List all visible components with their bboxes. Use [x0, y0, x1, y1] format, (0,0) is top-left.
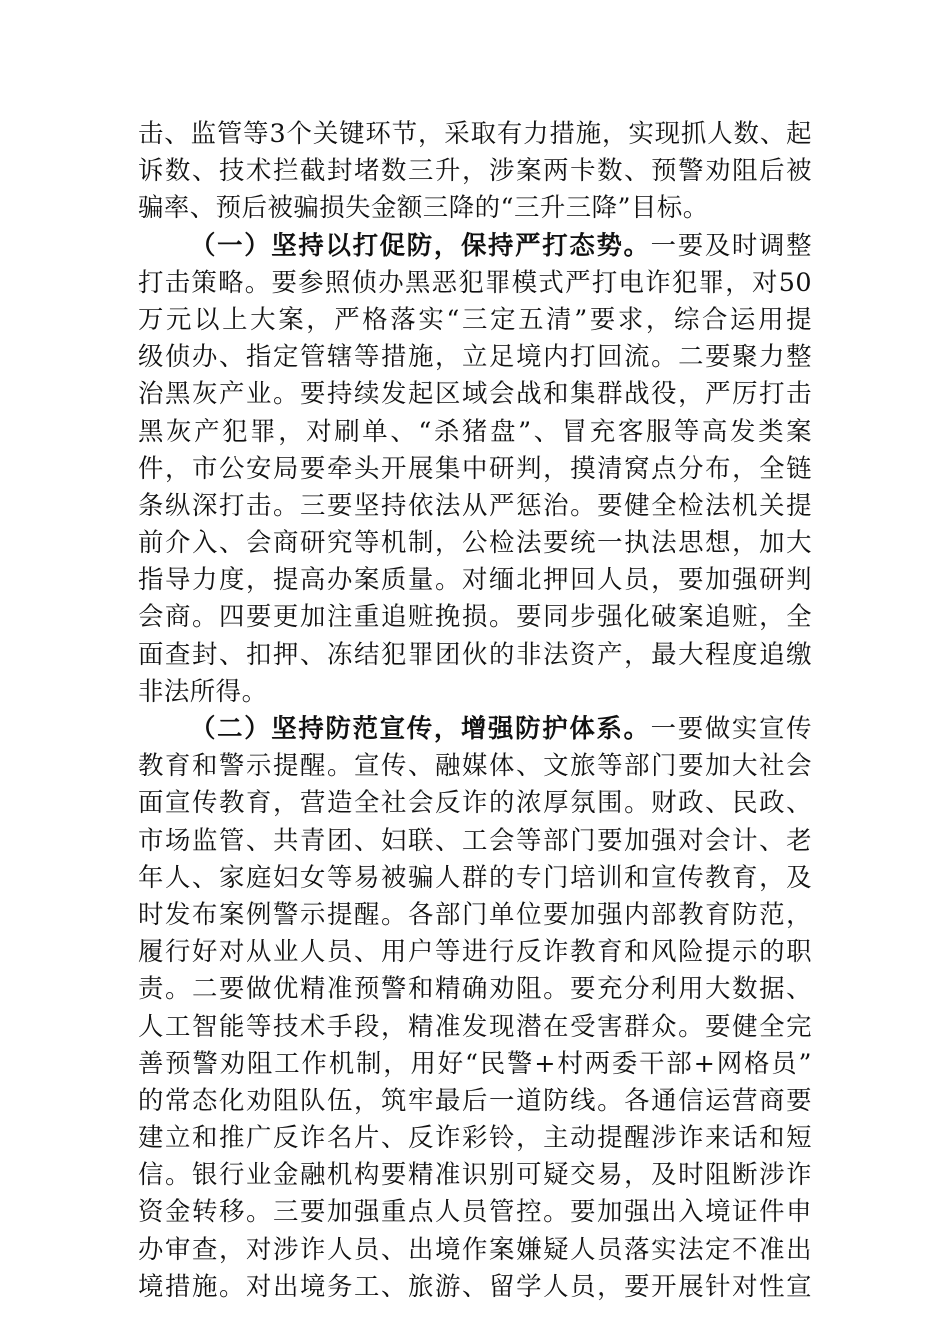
text-line	[138, 1045, 812, 1082]
text-line	[138, 524, 812, 561]
text-line	[138, 487, 812, 524]
body-text: 年人、家庭妇女等易被骗人群的专门培训和宣传教育，及	[138, 861, 812, 892]
body-text: 条纵深打击。三要坚持依法从严惩治。要健全检法机关提	[138, 489, 812, 520]
body-text: 黑灰产犯罪，对刷单、“杀猪盘”、冒充客服等高发类案	[138, 415, 812, 446]
body-text: 教育和警示提醒。宣传、融媒体、文旅等部门要加大社会	[138, 750, 812, 781]
body-text: 责。二要做优精准预警和精确劝阻。要充分利用大数据、	[138, 973, 812, 1004]
body-text: 资金转移。三要加强重点人员管控。要加强出入境证件申	[138, 1196, 812, 1227]
text-line	[138, 561, 812, 598]
section-heading: （二）坚持防范宣传，增强防护体系。	[190, 713, 651, 743]
body-text: 件，市公安局要牵头开展集中研判，摸清窝点分布，全链	[138, 452, 812, 483]
text-line	[138, 859, 812, 896]
body-text: 时发布案例警示提醒。各部门单位要加强内部教育防范，	[138, 898, 812, 929]
text-line	[138, 896, 812, 933]
text-line	[138, 747, 812, 784]
text-line	[138, 264, 812, 301]
text-line	[138, 115, 812, 152]
paragraph-first-line	[138, 710, 812, 747]
text-line	[138, 598, 812, 635]
section-heading: （一）坚持以打促防，保持严打态势。	[190, 229, 651, 260]
text-line	[138, 152, 812, 189]
text-line	[138, 375, 812, 412]
body-text: 面查封、扣押、冻结犯罪团伙的非法资产，最大程度追缴	[138, 638, 812, 669]
body-text: 善预警劝阻工作机制，用好“民警+村两委干部+网格员”	[138, 1047, 812, 1078]
body-text: 击、监管等3个关键环节，采取有力措施，实现抓人数、起	[138, 118, 812, 148]
text-line	[138, 189, 812, 226]
text-line	[138, 673, 812, 710]
text-line	[138, 1119, 812, 1156]
text-line	[138, 413, 812, 450]
body-text: 打击策略。要参照侦办黑恶犯罪模式严打电诈犯罪，对50	[138, 266, 812, 297]
text-line	[138, 301, 812, 338]
body-text: 会商。四要更加注重追赃挽损。要同步强化破案追赃，全	[138, 601, 812, 632]
text-line	[138, 1008, 812, 1045]
body-text: 诉数、技术拦截封堵数三升，涉案两卡数、预警劝阻后被	[138, 155, 812, 186]
text-line	[138, 822, 812, 859]
text-line	[138, 1268, 812, 1305]
body-text: 骗率、预后被骗损失金额三降的“三升三降”目标。	[138, 192, 709, 223]
document-body	[138, 115, 812, 1305]
body-text: 人工智能等技术手段，精准发现潜在受害群众。要健全完	[138, 1010, 812, 1041]
text-line	[138, 970, 812, 1007]
body-text: 前介入、会商研究等机制，公检法要统一执法思想，加大	[138, 527, 812, 558]
body-text: 治黑灰产业。要持续发起区域会战和集群战役，严厉打击	[138, 378, 812, 409]
text-line	[138, 784, 812, 821]
body-text: 办审查，对涉诈人员、出境作案嫌疑人员落实法定不准出	[138, 1233, 812, 1264]
body-text: 万元以上大案，严格落实“三定五清”要求，综合运用提	[138, 303, 812, 334]
body-text: 一要做实宣传	[650, 713, 812, 743]
body-text: 非法所得。	[138, 675, 268, 706]
text-line	[138, 1193, 812, 1230]
text-line	[138, 1082, 812, 1119]
body-text: 履行好对从业人员、用户等进行反诈教育和风险提示的职	[138, 936, 812, 967]
body-text: 信。银行业金融机构要精准识别可疑交易，及时阻断涉诈	[138, 1159, 812, 1190]
body-text: 一要及时调整	[650, 229, 812, 260]
text-line	[138, 338, 812, 375]
paragraph-first-line	[138, 227, 812, 264]
body-text: 面宣传教育，营造全社会反诈的浓厚氛围。财政、民政、	[138, 787, 812, 818]
body-text: 的常态化劝阻队伍，筑牢最后一道防线。各通信运营商要	[138, 1084, 812, 1115]
text-line	[138, 1231, 812, 1268]
body-text: 境措施。对出境务工、旅游、留学人员，要开展针对性宣	[138, 1270, 812, 1301]
body-text: 市场监管、共青团、妇联、工会等部门要加强对会计、老	[138, 824, 812, 855]
body-text: 建立和推广反诈名片、反诈彩铃，主动提醒涉诈来话和短	[138, 1122, 812, 1153]
text-line	[138, 450, 812, 487]
text-line	[138, 933, 812, 970]
text-line	[138, 636, 812, 673]
body-text: 级侦办、指定管辖等措施，立足境内打回流。二要聚力整	[138, 341, 812, 372]
text-line	[138, 1156, 812, 1193]
body-text: 指导力度，提高办案质量。对缅北押回人员，要加强研判	[138, 564, 812, 595]
